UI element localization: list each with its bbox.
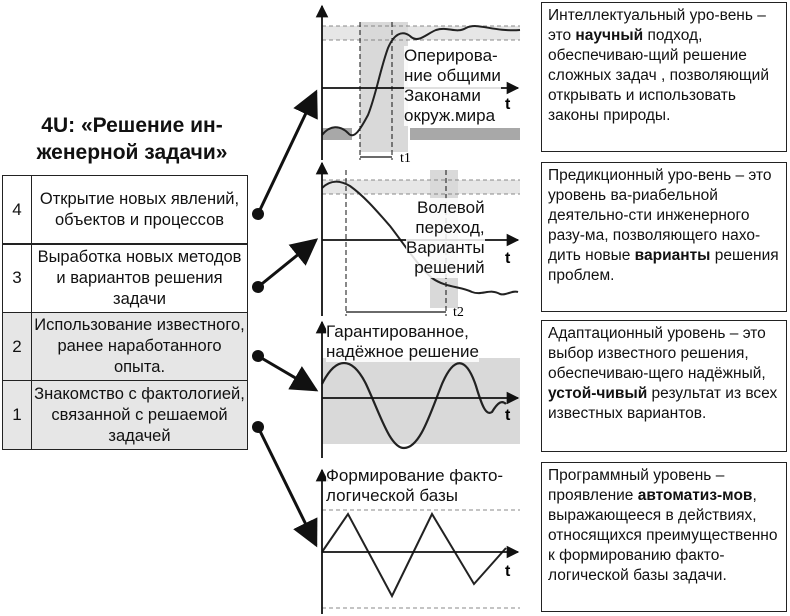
title-line-1: 4U: «Решение ин- (41, 114, 223, 137)
graph-1-label (404, 46, 501, 126)
title-line-2: женерной задачи» (36, 141, 228, 164)
connector-arrow-2 (258, 356, 316, 390)
graph-1-label-line: ние общими (404, 66, 501, 85)
graph-2-label-line: Волевой (417, 198, 485, 217)
graph-1-label-line: окруж.мира (404, 106, 496, 125)
desc-bold: научный (575, 27, 644, 44)
desc-text: подход, обеспечиваю-щий решение сложных задач , позволяющий открывать и использовать законы природы. (548, 27, 770, 124)
level-text: Выработка новых методов и вариантов решения задачи (37, 247, 242, 308)
desc-text: Адаптационный уровень – это выбор известного решения, обеспечиваю-щего надёжный, (548, 325, 766, 382)
transition-zone (360, 22, 408, 152)
desc-text: результат из всех известных вариантов. (548, 385, 778, 422)
graph-4-label (326, 466, 503, 506)
desc-bold: устой-чивый (548, 385, 648, 402)
level-number: 1 (3, 381, 32, 449)
marker-label: t1 (400, 151, 411, 166)
axis-label-t: t (505, 563, 511, 580)
description-adaptive (541, 320, 787, 452)
graph-3-label-line: надёжное решение (326, 342, 479, 361)
description-predictive (541, 162, 787, 312)
connector-arrows (252, 92, 316, 545)
desc-text: Программный уровень – проявление (548, 467, 725, 504)
level-number: 3 (3, 244, 32, 312)
connector-arrow-3 (258, 240, 316, 287)
axis-label-t: t (505, 96, 511, 113)
graph-1-label-line: Оперирова- (404, 46, 498, 65)
graph-4-label-line: логической базы (326, 486, 458, 505)
marker-label: t2 (453, 305, 464, 320)
level-number: 4 (3, 176, 32, 244)
connector-arrow-4 (258, 92, 316, 214)
graph-3-label (326, 322, 479, 362)
desc-text: Интеллектуальный уро-вень – это (548, 7, 766, 44)
desc-text: решения проблем. (548, 247, 779, 284)
desc-text: Предикционный уро-вень – это уровень ва-риабельной деятельно-сти инженерного разу-ма, позволяющего нахо-дить новые (548, 167, 772, 264)
level-text: Открытие новых явлений, объектов и процессов (39, 189, 240, 229)
graph-2-label-line: решений (414, 258, 485, 277)
desc-bold: варианты (634, 247, 711, 264)
graph-1-label-line: Законами (404, 86, 481, 105)
description-intellectual (541, 2, 787, 152)
description-programmatic (541, 462, 787, 612)
shaded-zone (322, 358, 520, 444)
level-text: Использование известного, ранее наработанного опыта. (34, 316, 245, 376)
connector-arrow-1 (258, 427, 316, 545)
graph-2-label-line: переход, (415, 218, 485, 237)
bottom-bar (410, 128, 520, 140)
curve (322, 514, 506, 596)
graph-2-label-line: Варианты (406, 238, 485, 257)
desc-text: , выражающееся в действиях, относящихся преимущественно к формированию факто-логической базы задачи. (548, 487, 778, 584)
axis-label-t: t (505, 407, 511, 424)
graph-3-label-line: Гарантированное, (326, 322, 469, 341)
graph-2-label (406, 198, 485, 278)
graph-4-label-line: Формирование факто- (326, 466, 504, 485)
axis-label-t: t (505, 250, 511, 267)
level-text: Знакомство с фактологией, связанной с решаемой задачей (34, 384, 245, 445)
level-number: 2 (3, 313, 32, 381)
desc-bold: автоматиз-мов (637, 487, 753, 504)
